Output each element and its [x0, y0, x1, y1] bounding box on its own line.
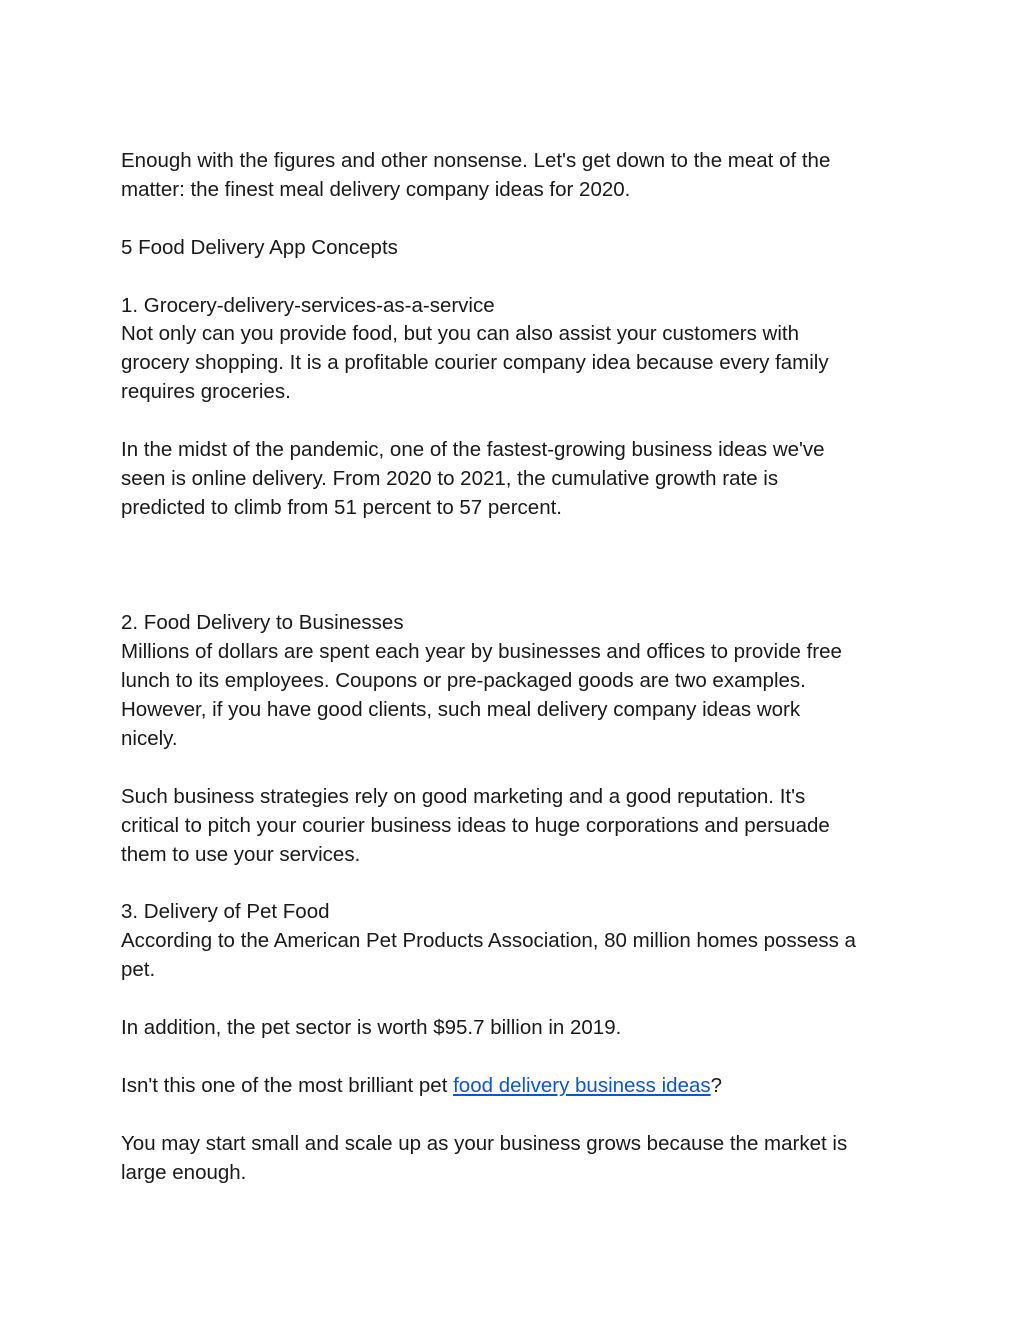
document-body — [121, 147, 911, 1216]
concept-3-body-line: pet. — [121, 958, 156, 982]
concept-3 — [121, 898, 911, 985]
concept-2-body-line: nicely. — [121, 727, 178, 751]
concept-2-p2-line: critical to pitch your courier business ideas to huge corporations and persuade — [121, 813, 830, 837]
concept-1-p2-line: In the midst of the pandemic, one of the fastest-growing business ideas we've — [121, 438, 825, 462]
concept-1-paragraph-2 — [121, 436, 911, 523]
concept-3-paragraph-2 — [121, 1014, 911, 1043]
concept-2-p2-line: Such business strategies rely on good marketing and a good reputation. It's — [121, 784, 806, 808]
concept-1-body-line: Not only can you provide food, but you can also assist your customers with — [121, 322, 799, 346]
concept-2-p2-line: them to use your services. — [121, 842, 361, 866]
concept-1-p2-line: seen is online delivery. From 2020 to 2021, the cumulative growth rate is — [121, 466, 779, 490]
concept-2 — [121, 609, 911, 754]
concept-3-p3-text: Isn't this one of the most brilliant pet — [121, 1073, 454, 1097]
concept-3-body-line: According to the American Pet Products Association, 80 million homes possess a — [121, 929, 856, 953]
concept-3-p4-line: large enough. — [121, 1160, 247, 1184]
concept-3-paragraph-4 — [121, 1130, 911, 1188]
concept-2-paragraph-2 — [121, 783, 911, 870]
concept-1 — [121, 292, 911, 408]
intro-paragraph — [121, 147, 911, 205]
intro-line: Enough with the figures and other nonsense. Let's get down to the meat of the — [121, 149, 831, 172]
concept-2-heading: 2. Food Delivery to Businesses — [121, 611, 404, 635]
concept-3-paragraph-3 — [121, 1072, 911, 1101]
intro-line: matter: the finest meal delivery company ideas for 2020. — [121, 177, 631, 201]
concept-2-body-line: lunch to its employees. Coupons or pre-packaged goods are two examples. — [121, 669, 806, 693]
concept-3-p3-line — [121, 1072, 911, 1101]
food-delivery-business-ideas-link[interactable]: food delivery business ideas — [453, 1073, 711, 1097]
concept-2-body-line: Millions of dollars are spent each year by businesses and offices to provide free — [121, 640, 842, 664]
concept-1-heading: 1. Grocery-delivery-services-as-a-service — [121, 293, 495, 317]
concept-3-p2-line: In addition, the pet sector is worth $95.7 billion in 2019. — [121, 1016, 622, 1040]
concept-3-p3-question-mark: ? — [710, 1073, 723, 1097]
concept-1-body-line: requires groceries. — [121, 380, 291, 404]
concept-3-p4-line: You may start small and scale up as your business grows because the market is — [121, 1131, 848, 1155]
section-title — [121, 234, 911, 263]
concept-1-body-line: grocery shopping. It is a profitable courier company idea because every family — [121, 351, 829, 375]
section-title-text: 5 Food Delivery App Concepts — [121, 235, 398, 259]
concept-1-p2-line: predicted to climb from 51 percent to 57 percent. — [121, 495, 562, 519]
concept-2-body-line: However, if you have good clients, such meal delivery company ideas work — [121, 698, 801, 722]
concept-3-heading: 3. Delivery of Pet Food — [121, 900, 330, 924]
